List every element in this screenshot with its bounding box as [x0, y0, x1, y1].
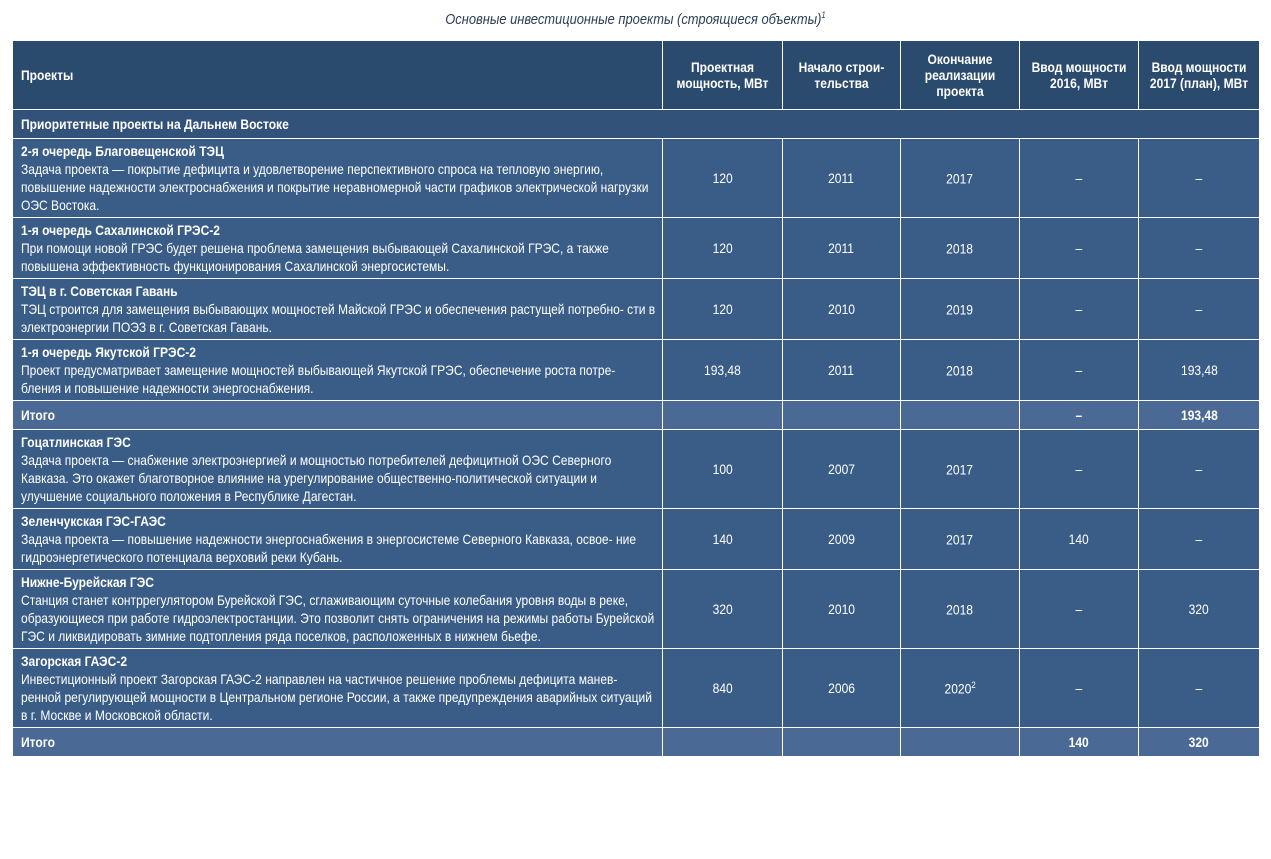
project-capacity: 120 — [663, 139, 783, 218]
project-row — [13, 340, 1260, 401]
project-input-2017: – — [1139, 430, 1260, 509]
project-input-2016: – — [1020, 430, 1139, 509]
total-row — [13, 401, 1260, 430]
project-description-cell — [13, 430, 663, 509]
project-row — [13, 570, 1260, 649]
project-start-year: 2010 — [783, 570, 901, 649]
total-row — [13, 728, 1260, 757]
project-end-year — [901, 279, 1020, 340]
table-header-row — [13, 41, 1260, 110]
total-end-empty — [901, 728, 1020, 757]
caption-text: Основные инвестиционные проекты (строящиеся объекты) — [445, 11, 822, 28]
project-end-year — [901, 649, 1020, 728]
total-input-2016: 140 — [1020, 728, 1139, 757]
project-input-2016: – — [1020, 218, 1139, 279]
project-input-2016: – — [1020, 649, 1139, 728]
project-start-year: 2010 — [783, 279, 901, 340]
project-start-year: 2006 — [783, 649, 901, 728]
project-description: Инвестиционный проект Загорская ГАЭС-2 направлен на частичное решение проблемы дефицита манев- ренной регулирующей мощности в Центральном регионе России, а также предупреждения аварийных ситуаций в г. Москве и Московской области. — [21, 671, 652, 723]
project-start-year: 2009 — [783, 509, 901, 570]
project-end-year-value: 2019 — [946, 301, 974, 318]
project-start-year: 2011 — [783, 340, 901, 401]
project-description-cell — [13, 340, 663, 401]
total-capacity-empty — [663, 728, 783, 757]
project-end-year — [901, 509, 1020, 570]
project-end-footnote: 2 — [971, 679, 976, 690]
project-title: Гоцатлинская ГЭС — [21, 434, 131, 450]
project-capacity: 100 — [663, 430, 783, 509]
total-start-empty — [783, 401, 901, 430]
total-input-2017: 193,48 — [1139, 401, 1260, 430]
project-input-2017: – — [1139, 218, 1260, 279]
project-end-year-value: 2017 — [946, 531, 974, 548]
header-input-2017: Ввод мощности 2017 (план), МВт — [1139, 41, 1260, 110]
project-end-year-value: 2017 — [946, 170, 974, 187]
total-capacity-empty — [663, 401, 783, 430]
project-title: Загорская ГАЭС-2 — [21, 653, 128, 669]
total-label: Итого — [13, 728, 663, 757]
project-description-cell — [13, 139, 663, 218]
project-end-year — [901, 340, 1020, 401]
caption-footnote: 1 — [821, 10, 826, 20]
project-row — [13, 218, 1260, 279]
section-row-far-east — [13, 110, 1260, 139]
project-title: Зеленчукская ГЭС-ГАЭС — [21, 513, 166, 529]
project-input-2017: – — [1139, 509, 1260, 570]
project-description-cell — [13, 218, 663, 279]
project-end-year-value: 2018 — [946, 362, 974, 379]
header-capacity: Проектная мощность, МВт — [663, 41, 783, 110]
project-input-2016: – — [1020, 570, 1139, 649]
project-capacity: 840 — [663, 649, 783, 728]
project-description: Проект предусматривает замещение мощностей выбывающей Якутской ГРЭС, обеспечение роста потре- бления и повышение надежности энергоснабжения. — [21, 362, 616, 396]
project-description: Станция станет контррегулятором Бурейской ГЭС, сглаживающим суточные колебания уровня воды в реке, образующиеся при работе гидроэлектростанции. Это позволит снять ограничения на режимы работы Бурейской ГЭС и ликвидировать зимние подтопления ряда поселков, расположенных в нижнем бьефе. — [21, 592, 655, 644]
total-input-2016: – — [1020, 401, 1139, 430]
project-end-year — [901, 139, 1020, 218]
project-end-year-value: 2018 — [946, 601, 974, 618]
project-row — [13, 649, 1260, 728]
project-input-2017: 193,48 — [1139, 340, 1260, 401]
project-input-2016: – — [1020, 139, 1139, 218]
project-title: ТЭЦ в г. Советская Гавань — [21, 283, 178, 299]
project-input-2016: – — [1020, 279, 1139, 340]
project-capacity: 140 — [663, 509, 783, 570]
project-title: 2-я очередь Благовещенской ТЭЦ — [21, 143, 224, 159]
project-description-cell — [13, 570, 663, 649]
project-end-year-value: 2020 — [944, 680, 972, 697]
project-input-2017: – — [1139, 649, 1260, 728]
project-description-cell — [13, 509, 663, 570]
total-label: Итого — [13, 401, 663, 430]
section-label: Приоритетные проекты на Дальнем Востоке — [13, 110, 1260, 139]
project-input-2017: – — [1139, 279, 1260, 340]
project-description: При помощи новой ГРЭС будет решена проблема замещения выбывающей Сахалинской ГРЭС, а также повышена эффективность функционирования Сахалинской энергосистемы. — [21, 240, 609, 274]
project-end-year — [901, 570, 1020, 649]
project-start-year: 2011 — [783, 218, 901, 279]
project-description-cell — [13, 649, 663, 728]
project-description: Задача проекта — снабжение электроэнергией и мощностью потребителей дефицитной ОЭС Северного Кавказа. Это окажет благотворное влияние на урегулирование общественно-политической ситуации и улучшение социального положения в Республике Дагестан. — [21, 452, 612, 504]
total-start-empty — [783, 728, 901, 757]
project-start-year: 2007 — [783, 430, 901, 509]
project-description: Задача проекта — повышение надежности энергоснабжения в энергосистеме Северного Кавказа, освое- ние гидроэнергетического потенциала верховий реки Кубань. — [21, 531, 637, 565]
project-description-cell — [13, 279, 663, 340]
project-input-2016: 140 — [1020, 509, 1139, 570]
project-input-2016: – — [1020, 340, 1139, 401]
project-title: Нижне-Бурейская ГЭС — [21, 574, 154, 590]
header-end: Окончание реализации проекта — [901, 41, 1020, 110]
project-row — [13, 279, 1260, 340]
project-input-2017: – — [1139, 139, 1260, 218]
investment-projects-table — [12, 40, 1260, 757]
project-description: ТЭЦ строится для замещения выбывающих мощностей Майской ГРЭС и обеспечения растущей потребно- сти в электроэнергии ПОЭЗ в г. Советская Гавань. — [21, 301, 656, 335]
project-row — [13, 430, 1260, 509]
project-start-year: 2011 — [783, 139, 901, 218]
project-capacity: 193,48 — [663, 340, 783, 401]
total-end-empty — [901, 401, 1020, 430]
project-row — [13, 139, 1260, 218]
project-title: 1-я очередь Сахалинской ГРЭС-2 — [21, 222, 220, 238]
header-start: Начало строи- тельства — [783, 41, 901, 110]
project-end-year — [901, 430, 1020, 509]
project-capacity: 320 — [663, 570, 783, 649]
project-input-2017: 320 — [1139, 570, 1260, 649]
project-capacity: 120 — [663, 279, 783, 340]
table-caption — [89, 10, 1182, 28]
project-end-year — [901, 218, 1020, 279]
project-end-year-value: 2018 — [946, 240, 974, 257]
header-projects: Проекты — [13, 41, 663, 110]
project-title: 1-я очередь Якутской ГРЭС-2 — [21, 344, 197, 360]
project-capacity: 120 — [663, 218, 783, 279]
project-row — [13, 509, 1260, 570]
header-input-2016: Ввод мощности 2016, МВт — [1020, 41, 1139, 110]
total-input-2017: 320 — [1139, 728, 1260, 757]
project-end-year-value: 2017 — [946, 461, 974, 478]
project-description: Задача проекта — покрытие дефицита и удовлетворение перспективного спроса на тепловую энергию, повышение надежности электроснабжения и покрытие неравномерной части графиков электрической нагрузки ОЭС Востока. — [21, 161, 649, 213]
